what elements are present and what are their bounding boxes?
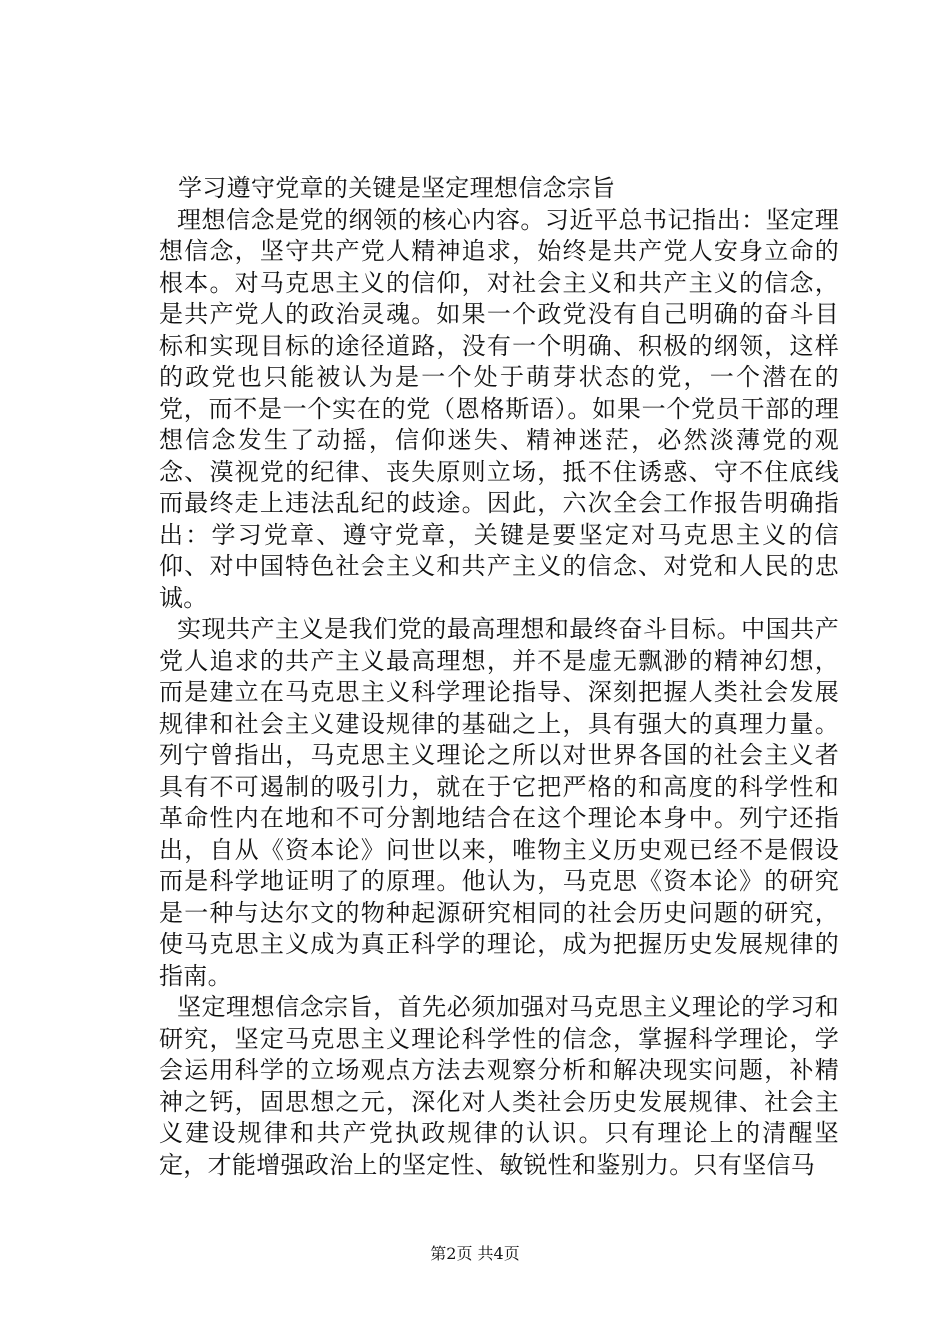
paragraph-3: 坚定理想信念宗旨，首先必须加强对马克思主义理论的学习和研究，坚定马克思主义理论科学性的信念，掌握科学理论，学会运用科学的立场观点方法去观察分析和解决现实问题，补精神之钙，固思想之元，深化对人类社会历史发展规律、社会主义建设规律和共产党执政规律的认识。只有理论上的清醒坚定，才能增强政治上的坚定性、敏锐性和鉴别力。只有坚信马 xyxy=(159,993,839,1179)
paragraph-1: 理想信念是党的纲领的核心内容。习近平总书记指出：坚定理想信念，坚守共产党人精神追求，始终是共产党人安身立命的根本。对马克思主义的信仰，对社会主义和共产主义的信念，是共产党人的政治灵魂。如果一个政党没有自己明确的奋斗目标和实现目标的途径道路，没有一个明确、积极的纲领，这样的政党也只能被认为是一个处于萌芽状态的党，一个潜在的党，而不是一个实在的党（恩格斯语）。如果一个党员干部的理想信念发生了动摇，信仰迷失、精神迷茫，必然淡薄党的观念、漠视党的纪律、丧失原则立场，抵不住诱惑、守不住底线而最终走上违法乱纪的歧途。因此，六次全会工作报告明确指出：学习党章、遵守党章，关键是要坚定对马克思主义的信仰、对中国特色社会主义和共产主义的信念、对党和人民的忠诚。 xyxy=(159,205,839,612)
document-body xyxy=(159,173,839,1181)
page-number-footer: 第2页 共4页 xyxy=(430,1244,520,1263)
paragraph-2: 实现共产主义是我们党的最高理想和最终奋斗目标。中国共产党人追求的共产主义最高理想，并不是虚无飘渺的精神幻想，而是建立在马克思主义科学理论指导、深刻把握人类社会发展规律和社会主义建设规律的基础之上，具有强大的真理力量。列宁曾指出，马克思主义理论之所以对世界各国的社会主义者具有不可遏制的吸引力，就在于它把严格的和高度的科学性和革命性内在地和不可分割地结合在这个理论本身中。列宁还指出，自从《资本论》问世以来，唯物主义历史观已经不是假设而是科学地证明了的原理。他认为，马克思《资本论》的研究是一种与达尔文的物种起源研究相同的社会历史问题的研究，使马克思主义成为真正科学的理论，成为把握历史发展规律的指南。 xyxy=(159,615,839,990)
document-title: 学习遵守党章的关键是坚定理想信念宗旨 xyxy=(178,174,616,202)
